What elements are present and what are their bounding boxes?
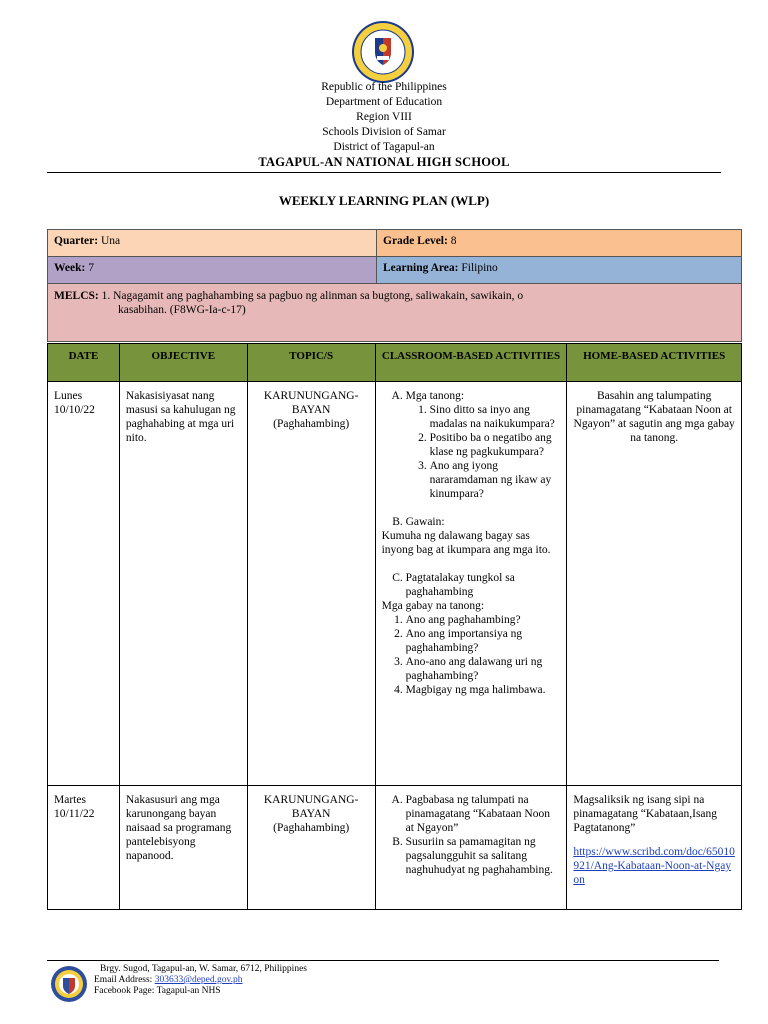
header-classroom: CLASSROOM-BASED ACTIVITIES <box>375 344 567 382</box>
list-item: 4. Magbigay ng mga halimbawa. <box>406 683 561 697</box>
activity-text: Kumuha ng dalawang bagay sas inyong bag at ikumpara ang mga ito. <box>381 530 551 556</box>
list-item: C. Pagtatalakay tungkol sa paghahambing <box>406 571 561 599</box>
list-item: 1. Sino ditto sa inyo ang madalas na naikukumpara? <box>430 403 561 431</box>
header-republic: Republic of the Philippines <box>321 81 447 93</box>
classroom-cell <box>375 382 567 786</box>
footer-rule <box>47 960 719 961</box>
home-cell: Magsaliksik ng isang sipi na pinamagatang “Kabataan,Isang Pagtatanong” https://www.scribd.com/doc/65010921/Ang-Kabataan-Noon-at-Ngayon <box>567 786 742 910</box>
header-home: HOME-BASED ACTIVITIES <box>567 344 742 382</box>
table-row <box>48 786 742 910</box>
quarter-cell: Quarter: Una <box>48 230 377 257</box>
header-rule <box>47 172 721 173</box>
melcs-cell: MELCS: 1. Nagagamit ang paghahambing sa pagbuo ng alinman sa bugtong, saliwakain, sawikain, o kasabihan. (F8WG-Ia-c-17) <box>48 284 742 342</box>
week-cell: Week: 7 <box>48 257 377 284</box>
date-cell: Martes 10/11/22 <box>48 786 120 910</box>
objective-cell: Nakasisiyasat nang masusi sa kahulugan ng paghahabing at mga uri nito. <box>119 382 247 786</box>
document-title: WEEKLY LEARNING PLAN (WLP) <box>278 193 490 208</box>
grade-level-cell: Grade Level: 8 <box>377 230 742 257</box>
header-topic: TOPIC/S <box>247 344 375 382</box>
list-item: B. Gawain: <box>406 515 561 529</box>
table-row <box>48 382 742 786</box>
school-logo <box>50 965 88 1003</box>
home-cell: Basahin ang talumpating pinamagatang “Kabataan Noon at Ngayon” at sagutin ang mga gabay na tanong. <box>567 382 742 786</box>
list-item: A. Pagbabasa ng talumpati na pinamagatang “Kabataan Noon at Ngayon” <box>406 793 561 835</box>
list-item: B. Susuriin sa pamamagitan ng pagsalungguhit sa salitang naghuhudyat ng paghahambing. <box>406 835 561 877</box>
header-school: TAGAPUL-AN NATIONAL HIGH SCHOOL <box>258 155 510 169</box>
header-department: Department of Education <box>325 96 443 108</box>
list-item: 1. Ano ang paghahambing? <box>406 613 561 627</box>
info-table <box>47 229 742 342</box>
footer-address: Brgy. Sugod, Tagapul-an, W. Samar, 6712, Philippines <box>100 964 307 974</box>
activity-subtitle: Mga gabay na tanong: <box>381 600 485 612</box>
lesson-table <box>47 343 742 910</box>
footer-email: Email Address: 303633@deped.gov.ph <box>94 975 243 985</box>
list-item: 3. Ano ang iyong nararamdaman ng ikaw ay kinumpara? <box>430 459 561 501</box>
header-district: District of Tagapul-an <box>333 141 435 153</box>
list-item: 2. Ano ang importansiya ng paghahambing? <box>406 627 561 655</box>
objective-cell: Nakasusuri ang mga karunongang bayan naisaad sa programang pantelebisyong napanood. <box>119 786 247 910</box>
header-objective: OBJECTIVE <box>119 344 247 382</box>
list-item: 2. Positibo ba o negatibo ang klase ng pagkukumpara? <box>430 431 561 459</box>
learning-area-cell: Learning Area: Filipino <box>377 257 742 284</box>
footer-facebook: Facebook Page: Tagapul-an NHS <box>94 986 221 996</box>
topic-cell: KARUNUNGANG-BAYAN (Paghahambing) <box>247 382 375 786</box>
list-item: 3. Ano-ano ang dalawang uri ng paghahambing? <box>406 655 561 683</box>
deped-seal <box>348 20 418 84</box>
header-date: DATE <box>48 344 120 382</box>
header-division: Schools Division of Samar <box>322 126 446 138</box>
scribd-link[interactable]: https://www.scribd.com/doc/65010921/Ang-Kabataan-Noon-at-Ngayon <box>573 846 735 886</box>
list-item: A. Mga tanong: 1. Sino ditto sa inyo ang madalas na naikukumpara? 2. Positibo ba o negatibo ang klase ng pagkukumpara? 3. Ano ang iyong nararamdaman ng ikaw ay kinumpara? <box>406 389 561 515</box>
topic-cell: KARUNUNGANG-BAYAN (Paghahambing) <box>247 786 375 910</box>
email-link[interactable]: 303633@deped.gov.ph <box>154 975 243 985</box>
date-cell: Lunes 10/10/22 <box>48 382 120 786</box>
header-region: Region VIII <box>356 111 412 123</box>
classroom-cell <box>375 786 567 910</box>
footer-info <box>94 964 307 997</box>
